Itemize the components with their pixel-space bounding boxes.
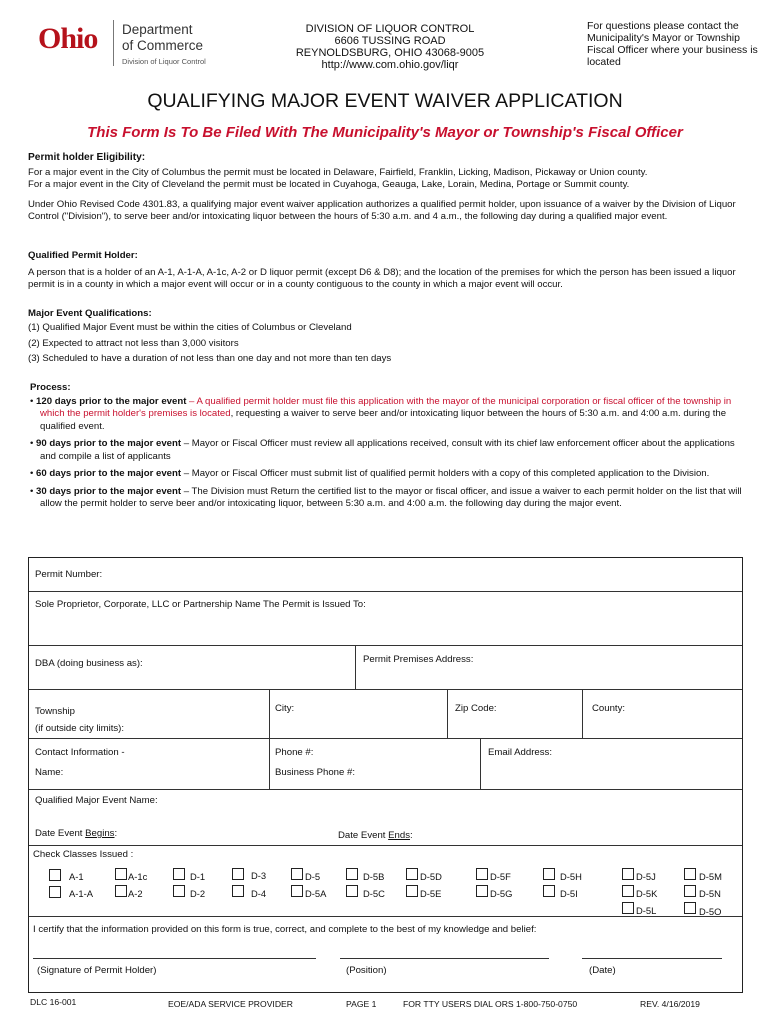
class-checkbox-d5d[interactable] bbox=[406, 868, 418, 880]
eligibility-heading: Permit holder Eligibility: bbox=[28, 152, 146, 163]
class-label-d5b: D-5B bbox=[363, 871, 385, 882]
date-ends-colon: : bbox=[410, 830, 413, 841]
revision-date: REV. 4/16/2019 bbox=[640, 999, 700, 1009]
step-90-label: 90 days prior to the major event bbox=[36, 438, 182, 449]
position-line[interactable] bbox=[340, 958, 549, 959]
ohio-logo: Ohio bbox=[38, 22, 98, 55]
class-label-d2: D-2 bbox=[190, 888, 206, 899]
step-30-text: – The Division must Return the certified list to the mayor or fiscal officer, and issue a waiver to each permit holder on the list that will allow the permit holder to serve beer and/or intoxicating liquor, between 5:30 a.m. and 4:00 a.m. the following day during the major event. bbox=[40, 485, 742, 509]
class-label-d1: D-1 bbox=[190, 871, 206, 882]
class-checkbox-d5o[interactable] bbox=[684, 902, 696, 914]
permit-number-field[interactable]: Permit Number: bbox=[35, 569, 103, 580]
class-label-d5g: D-5G bbox=[490, 888, 513, 899]
process-step-120: • 120 days prior to the major event – A qualified permit holder must file this application with the mayor of the municipal corporation or fiscal officer of the township in which the permit holder's premises is located, requesting a waiver to serve beer and/or intoxicating liquor between the hours of 5:30 a.m. and 4:00 a.m. during the qualified event. bbox=[30, 395, 732, 432]
class-checkbox-d5g[interactable] bbox=[476, 885, 488, 897]
class-checkbox-a1c[interactable] bbox=[115, 868, 127, 880]
step-120-text: , requesting a waiver to serve beer and/or intoxicating liquor between the hours of 5:30 a.m. and 4:00 a.m. during the qualified event. bbox=[40, 408, 727, 432]
process-section bbox=[30, 382, 746, 511]
class-label-d5o: D-5O bbox=[699, 906, 722, 917]
eligibility-columbus: For a major event in the City of Columbus the permit must be located in Delaware, Fairfield, Franklin, Licking, Madison, Pickaway or Union county. bbox=[28, 166, 648, 178]
step-60-text: – Mayor or Fiscal Officer must submit list of qualified permit holders with a copy of this completed application to the Division. bbox=[181, 468, 710, 479]
class-checkbox-d4[interactable] bbox=[232, 885, 244, 897]
address-line-3: REYNOLDSBURG, OHIO 43068-9005 bbox=[295, 47, 485, 59]
dba-field[interactable]: DBA (doing business as): bbox=[35, 658, 143, 669]
permit-holder-name-field[interactable]: Sole Proprietor, Corporate, LLC or Partnership Name The Permit is Issued To: bbox=[35, 599, 366, 610]
step-90-text: – Mayor or Fiscal Officer must review all applications received, consult with its chief law enforcement officer about the applications and compile a list of applicants bbox=[40, 438, 735, 462]
class-label-d5i: D-5I bbox=[560, 888, 578, 899]
qualification-item: (2) Expected to attract not less than 3,000 visitors bbox=[28, 337, 239, 349]
class-label-d5m: D-5M bbox=[699, 871, 722, 882]
township-field[interactable]: Township bbox=[35, 706, 75, 717]
qualification-item: (1) Qualified Major Event must be within the cities of Columbus or Cleveland bbox=[28, 322, 352, 333]
division-address bbox=[280, 23, 500, 71]
class-checkbox-d5i[interactable] bbox=[543, 885, 555, 897]
class-label-a1c: A-1c bbox=[128, 871, 148, 882]
class-checkbox-d5e[interactable] bbox=[406, 885, 418, 897]
class-checkbox-d5n[interactable] bbox=[684, 885, 696, 897]
dept-line-2: of Commerce bbox=[122, 38, 204, 53]
check-classes-label: Check Classes Issued : bbox=[33, 849, 134, 860]
process-heading: Process: bbox=[30, 382, 71, 393]
date-line[interactable] bbox=[582, 958, 722, 959]
process-step-30: • 30 days prior to the major event – The Division must Return the certified list to the mayor or fiscal officer, and issue a waiver to each permit holder on the list that will allow the permit holder to serve beer and/or intoxicating liquor, between 5:30 a.m. and 4:00 a.m. the following day during the major event. bbox=[30, 485, 742, 509]
class-label-d5h: D-5H bbox=[560, 871, 582, 882]
date-ends-field[interactable] bbox=[338, 830, 413, 841]
class-label-d5e: D-5E bbox=[420, 888, 442, 899]
page-subtitle: This Form Is To Be Filed With The Municipality's Mayor or Township's Fiscal Officer bbox=[87, 124, 683, 141]
eligibility-section bbox=[28, 152, 748, 224]
class-label-d5j: D-5J bbox=[636, 871, 656, 882]
eoe-statement: EOE/ADA SERVICE PROVIDER bbox=[168, 999, 293, 1009]
department-name bbox=[122, 22, 203, 54]
class-label-d5d: D-5D bbox=[420, 871, 442, 882]
dept-line-1: Department bbox=[122, 22, 193, 37]
date-label: (Date) bbox=[589, 965, 616, 976]
class-checkbox-d5[interactable] bbox=[291, 868, 303, 880]
class-checkbox-d5k[interactable] bbox=[622, 885, 634, 897]
class-checkbox-d5h[interactable] bbox=[543, 868, 555, 880]
qualifications-heading: Major Event Qualifications: bbox=[28, 308, 152, 319]
class-checkbox-d5c[interactable] bbox=[346, 885, 358, 897]
premises-address-field[interactable]: Permit Premises Address: bbox=[363, 654, 474, 665]
class-label-a2: A-2 bbox=[128, 888, 143, 899]
county-field[interactable]: County: bbox=[592, 703, 626, 714]
revised-code-paragraph: Under Ohio Revised Code 4301.83, a qualifying major event waiver application authorizes a qualified permit holder, upon issuance of a waiver by the Division of Liquor Control ("Division"), to serve beer and/or intoxicating liquor between the hours of 5:30 a.m. and 4 a.m., the following day during a qualified major event. bbox=[28, 198, 736, 222]
class-checkbox-d3[interactable] bbox=[232, 868, 244, 880]
class-checkbox-d5f[interactable] bbox=[476, 868, 488, 880]
address-line-1: DIVISION OF LIQUOR CONTROL bbox=[305, 23, 475, 35]
class-checkbox-d5m[interactable] bbox=[684, 868, 696, 880]
class-label-a1: A-1 bbox=[69, 871, 84, 882]
step-120-label: 120 days prior to the major event bbox=[36, 395, 187, 407]
position-label: (Position) bbox=[346, 965, 387, 976]
township-note: (if outside city limits): bbox=[35, 723, 125, 734]
date-ends-word: Ends bbox=[388, 830, 411, 841]
class-checkbox-a1a[interactable] bbox=[49, 886, 61, 898]
class-label-d5c: D-5C bbox=[363, 888, 385, 899]
eligibility-cleveland: For a major event in the City of Cleveland the permit must be located in Cuyahoga, Geauga, Lake, Lorain, Medina, Portage or Summit county. bbox=[28, 179, 630, 190]
contact-info-label: Contact Information - bbox=[35, 747, 125, 758]
step-120-red-text: – A qualified permit holder must file this application with the mayor of the municipal corporation or fiscal officer of the township in which the permit holder's premises is located bbox=[40, 395, 732, 419]
tty-info: FOR TTY USERS DIAL ORS 1-800-750-0750 bbox=[403, 999, 578, 1009]
process-step-90: • 90 days prior to the major event – Mayor or Fiscal Officer must review all applications received, consult with its chief law enforcement officer about the applications and compile a list of applicants bbox=[30, 438, 735, 462]
division-small-label: Division of Liquor Control bbox=[122, 57, 206, 66]
class-label-d4: D-4 bbox=[251, 888, 267, 899]
email-field[interactable]: Email Address: bbox=[488, 747, 552, 758]
contact-note: For questions please contact the Municipality's Mayor or Township Fiscal Officer where your business is located bbox=[587, 20, 758, 68]
class-label-d5a: D-5A bbox=[305, 888, 327, 899]
step-60-label: 60 days prior to the major event bbox=[36, 468, 182, 479]
class-checkbox-d2[interactable] bbox=[173, 885, 185, 897]
class-checkbox-d5b[interactable] bbox=[346, 868, 358, 880]
process-step-60: • 60 days prior to the major event – Mayor or Fiscal Officer must submit list of qualified permit holders with a copy of this completed application to the Division. bbox=[30, 468, 710, 479]
class-checkbox-a2[interactable] bbox=[115, 885, 127, 897]
qualified-holder-section bbox=[28, 250, 748, 292]
class-label-d3: D-3 bbox=[251, 870, 267, 881]
signature-label: (Signature of Permit Holder) bbox=[37, 965, 157, 976]
page-number: PAGE 1 bbox=[346, 999, 377, 1009]
address-line-2: 6606 TUSSING ROAD bbox=[334, 35, 446, 47]
date-begins-field[interactable] bbox=[35, 828, 117, 839]
page-title: QUALIFYING MAJOR EVENT WAIVER APPLICATION bbox=[147, 90, 623, 112]
class-checkbox-d5j[interactable] bbox=[622, 868, 634, 880]
date-begins-word: Begins bbox=[85, 828, 115, 839]
website-link[interactable]: http://www.com.ohio.gov/liqr bbox=[321, 59, 459, 71]
class-label-d5f: D-5F bbox=[490, 871, 511, 882]
contact-name-field[interactable]: Name: bbox=[35, 767, 64, 778]
application-form bbox=[28, 557, 743, 993]
qualifications-section bbox=[28, 307, 748, 367]
class-label-a1a: A-1-A bbox=[69, 888, 93, 899]
date-begins-colon: : bbox=[114, 828, 118, 839]
class-label-d5k: D-5K bbox=[636, 888, 658, 899]
phone-field[interactable]: Phone #: bbox=[275, 747, 314, 758]
class-checkbox-d1[interactable] bbox=[173, 868, 185, 880]
event-name-field[interactable]: Qualified Major Event Name: bbox=[35, 795, 158, 806]
class-label-d5: D-5 bbox=[305, 871, 321, 882]
city-field[interactable]: City: bbox=[275, 703, 295, 714]
step-30-label: 30 days prior to the major event bbox=[36, 485, 182, 497]
zip-code-field[interactable]: Zip Code: bbox=[455, 703, 497, 714]
qualified-holder-text: A person that is a holder of an A-1, A-1-A, A-1c, A-2 or D liquor permit (except D6 & D8); and the location of the premises for which the person has been issued a liquor permit is in a county in which a major event will occur or in a county contiguous to the county in which a major event will occur. bbox=[28, 266, 736, 290]
qualified-holder-heading: Qualified Permit Holder: bbox=[28, 250, 138, 261]
class-checkbox-d5l[interactable] bbox=[622, 902, 634, 914]
form-number: DLC 16-001 bbox=[30, 997, 77, 1007]
signature-line[interactable] bbox=[33, 958, 316, 959]
certification-statement: I certify that the information provided on this form is true, correct, and complete to the best of my knowledge and belief: bbox=[33, 924, 537, 935]
logo-divider bbox=[113, 20, 114, 66]
business-phone-field[interactable]: Business Phone #: bbox=[275, 767, 356, 778]
class-label-d5n: D-5N bbox=[699, 888, 721, 899]
qualification-item: (3) Scheduled to have a duration of not less than one day and not more than ten days bbox=[28, 353, 392, 364]
class-checkbox-d5a[interactable] bbox=[291, 885, 303, 897]
class-checkbox-a1[interactable] bbox=[49, 869, 61, 881]
date-ends-prefix: Date Event bbox=[338, 830, 389, 841]
class-label-d5l: D-5L bbox=[636, 905, 657, 916]
date-begins-prefix: Date Event bbox=[35, 828, 86, 839]
